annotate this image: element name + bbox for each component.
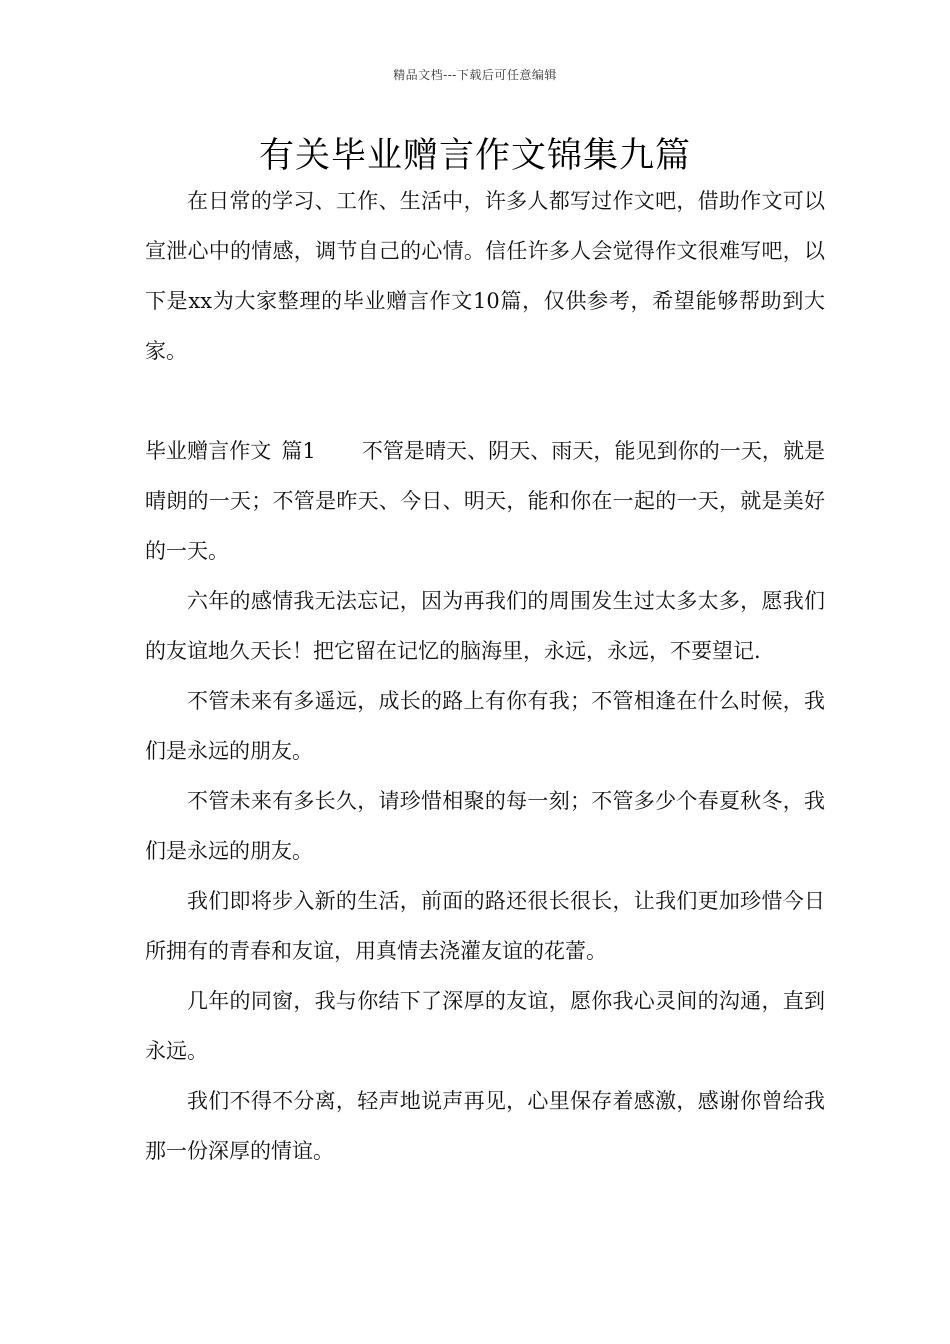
section-label-text: 毕业赠言作文 [145, 439, 272, 463]
section-1-paragraph [145, 426, 825, 576]
body-paragraph-4: 我们即将步入新的生活，前面的路还很长很长，让我们更加珍惜今日所拥有的青春和友谊，用真情去浇灌友谊的花蕾。 [145, 889, 825, 963]
body-paragraph-5: 几年的同窗，我与你结下了深厚的友谊，愿你我心灵间的沟通，直到永远。 [145, 989, 825, 1063]
body-paragraph-1: 六年的感情我无法忘记，因为再我们的周围发生过太多太多，愿我们的友谊地久天长！把它留在记忆的脑海里，永远，永远，不要望记. [145, 589, 825, 663]
paragraph-gap [145, 376, 825, 426]
body-paragraph-6: 我们不得不分离，轻声地说声再见，心里保存着感激，感谢你曾给我那一份深厚的情谊。 [145, 1089, 825, 1163]
section-1-text: 不管是晴天、阴天、雨天，能见到你的一天，就是晴朗的一天；不管是昨天、今日、明天，能和你在一起的一天，就是美好的一天。 [145, 439, 825, 563]
body-paragraph-2: 不管未来有多遥远，成长的路上有你有我；不管相逢在什么时候，我们是永远的朋友。 [145, 689, 825, 763]
section-number: 篇1 [281, 439, 316, 463]
body-paragraph-3: 不管未来有多长久，请珍惜相聚的每一刻；不管多少个春夏秋冬，我们是永远的朋友。 [145, 789, 825, 863]
document-title: 有关毕业赠言作文锦集九篇 [258, 136, 691, 176]
header-note: 精品文档---下载后可任意编辑 [393, 68, 557, 82]
section-label [145, 439, 362, 463]
intro-paragraph: 在日常的学习、工作、生活中，许多人都写过作文吧，借助作文可以宣泄心中的情感，调节自己的心情。信任许多人会觉得作文很难写吧，以下是xx为大家整理的毕业赠言作文10篇，仅供参考，希望能够帮助到大家。 [145, 189, 825, 363]
document-body [145, 176, 825, 1176]
